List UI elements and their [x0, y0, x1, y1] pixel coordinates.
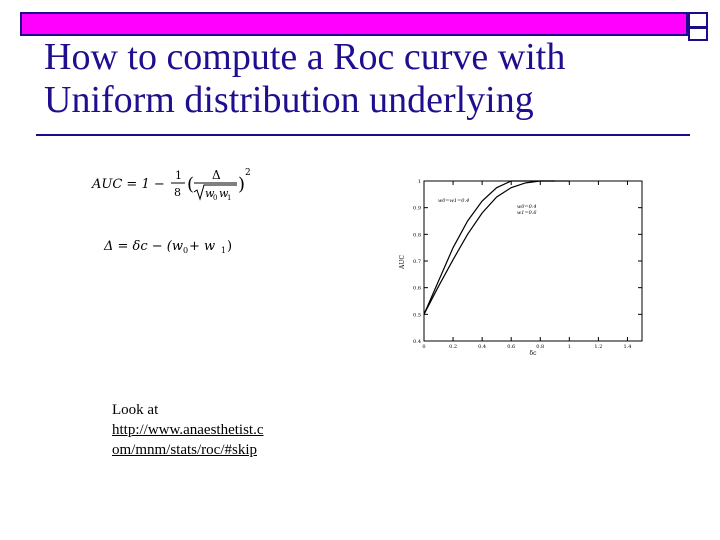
x-tick-label: 1.2	[594, 344, 603, 350]
annotation-w0: w0=0.4	[517, 204, 537, 210]
fraction-denominator: 8	[174, 186, 181, 199]
delta-numerator: Δ	[212, 168, 221, 182]
delta-close: )	[227, 239, 233, 254]
auc-formula	[91, 168, 251, 202]
delta-w1-sub: 1	[221, 246, 227, 255]
corner-decoration-box-bottom	[688, 27, 708, 41]
x-tick-label: 0.4	[478, 344, 487, 350]
title-underline	[36, 134, 690, 136]
y-tick-label: 0.7	[413, 259, 421, 265]
slide-title-line-1: How to compute a Roc curve with	[44, 36, 566, 78]
y-tick-label: 0.8	[413, 232, 421, 239]
header-decoration-bar	[20, 12, 688, 36]
sqrt-w0: w	[205, 187, 215, 200]
x-tick-label: 0.2	[449, 344, 458, 350]
open-paren: (	[187, 174, 195, 195]
corner-decoration-box-top	[688, 12, 708, 28]
reference-link[interactable]	[112, 422, 264, 458]
delta-plus-w1: + w	[189, 239, 216, 254]
delta-formula	[103, 239, 232, 255]
sqrt-w1-sub: 1	[227, 194, 232, 202]
y-tick-label: 0.4	[413, 339, 421, 345]
annotation-w1: w1=0.6	[517, 210, 537, 216]
y-tick-label: 0.9	[413, 205, 421, 212]
y-tick-label: 0.6	[413, 285, 421, 292]
exponent: 2	[245, 168, 251, 178]
fraction-numerator: 1	[175, 169, 182, 182]
x-tick-label: 1	[567, 344, 571, 350]
note-text: Look at	[112, 402, 159, 418]
slide-title	[44, 36, 684, 122]
delta-lhs: Δ = δc − (w	[104, 239, 184, 254]
annotation-equal-widths: w0=w1=0.4	[438, 198, 470, 204]
close-paren: )	[238, 174, 246, 195]
y-axis-label: AUC	[399, 255, 406, 269]
x-tick-label: 0.8	[536, 344, 545, 350]
formula-block	[90, 163, 270, 263]
y-tick-label: 0.5	[413, 312, 421, 319]
reference-note	[112, 400, 312, 460]
x-tick-label: 0.6	[507, 344, 516, 350]
sqrt-w1: w	[219, 187, 229, 200]
auc-lhs: AUC = 1 −	[92, 177, 165, 192]
reference-link-line-1: http://www.anaesthetist.c	[112, 422, 264, 438]
slide-title-line-2: Uniform distribution underlying	[44, 79, 534, 121]
y-tick-label: 1	[417, 179, 421, 185]
sqrt-w0-sub: 0	[213, 194, 218, 202]
x-tick-label: 1.4	[623, 344, 632, 350]
delta-w0-sub: 0	[183, 246, 189, 255]
reference-link-line-2: om/mnm/stats/roc/#skip	[112, 442, 257, 458]
x-axis-label: δc	[529, 350, 537, 357]
x-tick-label: 0	[422, 344, 426, 350]
auc-chart	[392, 174, 652, 360]
